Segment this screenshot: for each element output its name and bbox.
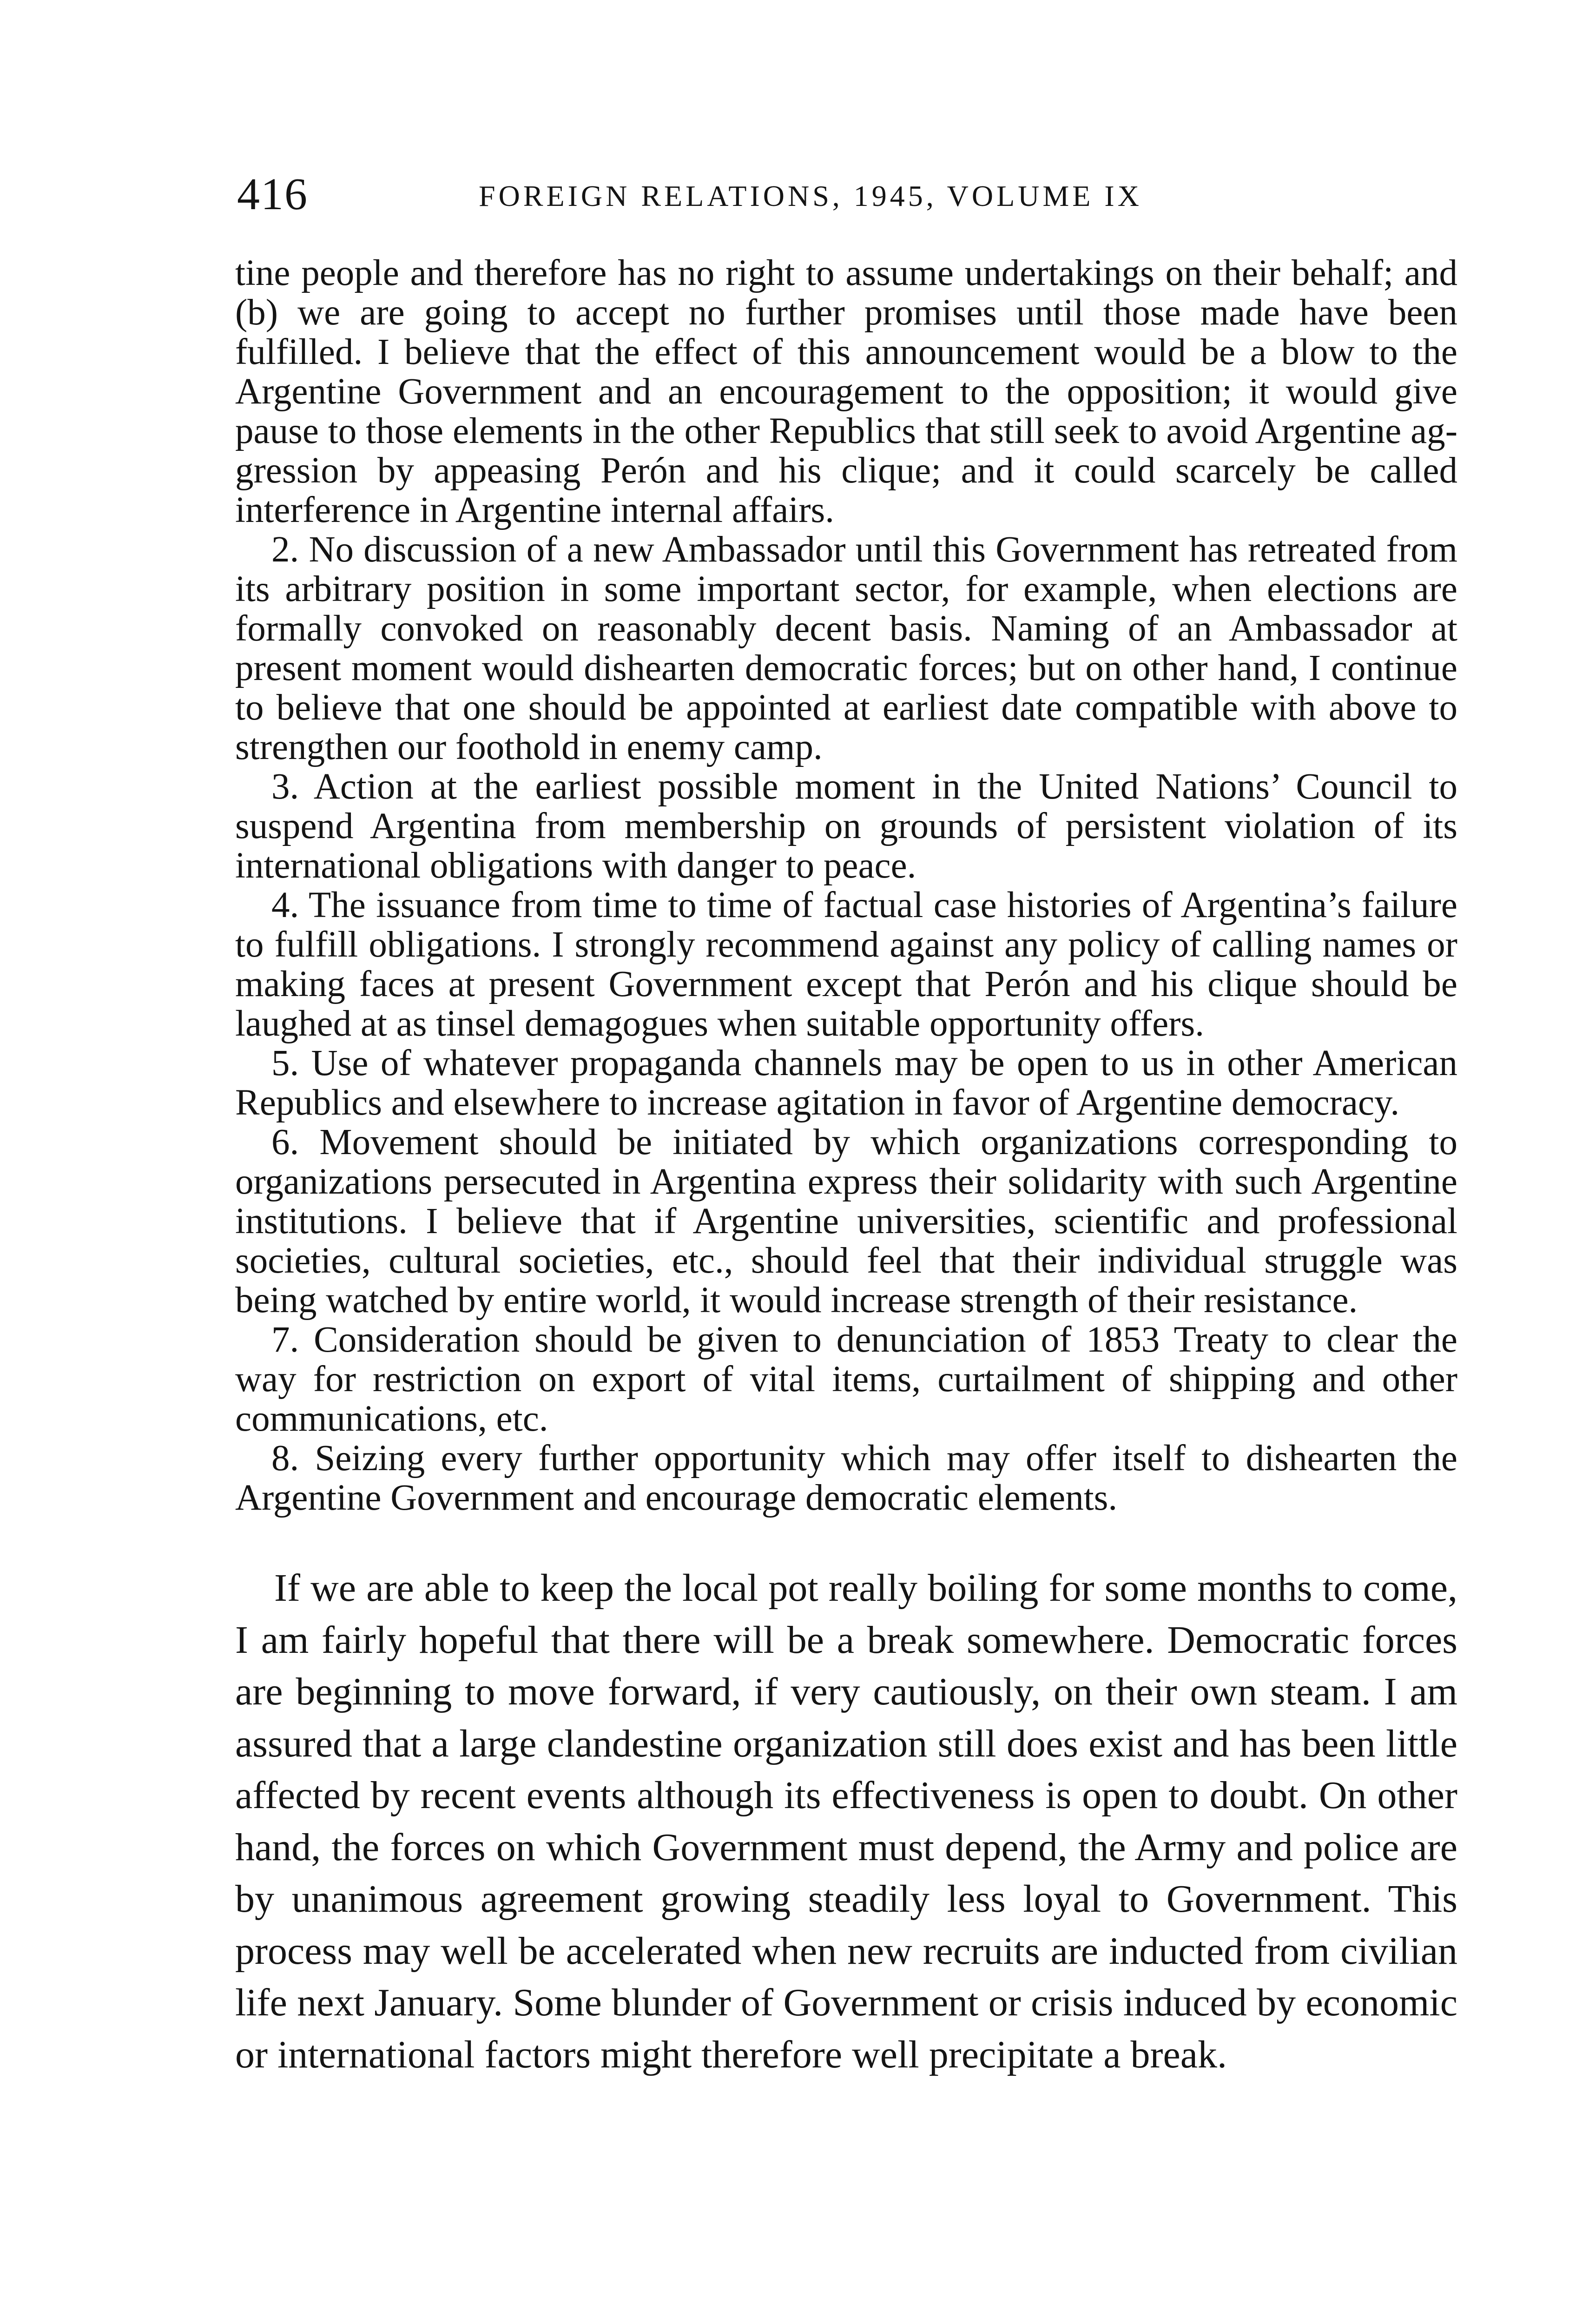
recommendation-7: 7. Consideration should be given to denunciation of 1853 Treaty to clear the way for restriction on export of vital items, curtailment of shipping and other communications, etc. bbox=[235, 1320, 1457, 1439]
running-head bbox=[237, 166, 1455, 222]
recommendation-8: 8. Seizing every further opportunity which may offer itself to dishearten the Argentine Government and encourage democratic elements. bbox=[235, 1438, 1457, 1518]
quoted-telegram-text bbox=[235, 253, 1457, 1518]
running-title: FOREIGN RELATIONS, 1945, VOLUME IX bbox=[479, 179, 1142, 212]
paragraph-continuation: tine people and therefore has no right to assume undertakings on their behalf; and (b) we are going to accept no further promises until those made have been fulfilled. I believe that the effect of this announcement would be a blow to the Argentine Government and an encouragement to the opposition; it would give pause to those elements in the other Republics that still seek to avoid Argentine aggression by appeasing Perón and his clique; and it could scarcely be called interference in Argentine internal affairs. bbox=[235, 253, 1457, 530]
recommendation-5: 5. Use of whatever propaganda channels may be open to us in other American Republics and elsewhere to increase agitation in favor of Argentine democracy. bbox=[235, 1043, 1457, 1123]
recommendation-6: 6. Movement should be initiated by which organizations corresponding to organizations persecuted in Argentina express their solidarity with such Argentine institutions. I believe that if Argentine universities, scientific and professional societies, cultural societies, etc., should feel that their individual struggle was being watched by entire world, it would increase strength of their resistance. bbox=[235, 1122, 1457, 1320]
closing-paragraph: If we are able to keep the local pot really boiling for some months to come, I am fairly hopeful that there will be a break somewhere. Democratic forces are beginning to move forward, if very cautiously, on their own steam. I am assured that a large clandestine organization still does exist and has been little affected by recent events although its effectiveness is open to doubt. On other hand, the forces on which Government must depend, the Army and police are by unanimous agreement growing steadily less loyal to Government. This process may well be accelerated when new recruits are inducted from civilian life next January. Some blunder of Government or crisis induced by economic or international factors might therefore well precipitate a break. bbox=[235, 1566, 1457, 2076]
main-text bbox=[235, 1562, 1457, 2080]
page-number: 416 bbox=[237, 169, 308, 219]
body-text bbox=[235, 253, 1457, 2080]
recommendation-3: 3. Action at the earliest possible moment in the United Nations’ Council to suspend Argentina from membership on grounds of persistent violation of its international obligations with danger to peace. bbox=[235, 766, 1457, 886]
recommendation-2: 2. No discussion of a new Ambassador until this Government has retreated from its arbitrary position in some important sector, for example, when elections are formally convoked on reasonably decent basis. Naming of an Ambassador at present moment would dishearten democratic forces; but on other hand, I continue to believe that one should be appointed at earliest date compatible with above to strengthen our foothold in enemy camp. bbox=[235, 529, 1457, 767]
recommendation-4: 4. The issuance from time to time of factual case histories of Argentina’s failure to fulfill obligations. I strongly recommend against any policy of calling names or making faces at present Government except that Perón and his clique should be laughed at as tinsel demagogues when suitable opportunity offers. bbox=[235, 885, 1457, 1044]
